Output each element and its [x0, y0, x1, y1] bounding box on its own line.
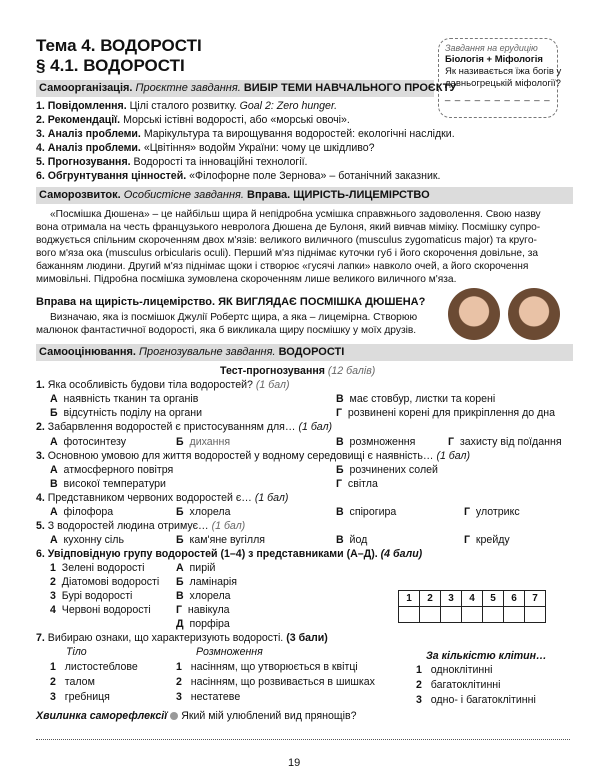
list-item: 1. Повідомлення. Цілі сталого розвитку. Goal 2: Zero hunger. [36, 100, 338, 112]
self-dev-task: Вправа. ЩИРІСТЬ-ЛИЦЕМІРСТВО [247, 189, 430, 201]
q2-option-v: В розмноження [336, 436, 416, 448]
q7-col-reproduction: 1 насінням, що утворюється в квітці 2 насінням, що розвивається в шишках 3 нестатеве [176, 661, 375, 703]
q3-option-v: В високої температури [50, 478, 166, 490]
self-dev-label: Саморозвиток. [39, 189, 121, 201]
q3-option-b: Б розчинених солей [336, 464, 438, 476]
question-7: 7. Вибираю ознаки, що характеризують водорості. (3 бали) [36, 632, 328, 644]
q4-option-a: А філофора [50, 506, 114, 518]
question-3: 3. Основною умовою для життя водоростей у водному середовищі є наявність… (1 бал) [36, 450, 471, 462]
q1-option-g: Г розвинені корені для прикріплення до дна [336, 407, 556, 419]
test-title: Тест-прогнозування (12 балів) [220, 365, 376, 377]
q6-groups: 1 Зелені водорості 2 Діатомові водорості 3 Бурі водорості 4 Червоні водорості [50, 562, 160, 616]
page-number: 19 [288, 757, 301, 769]
list-item: 6. Обгрунтування цінностей. «Філофорне поле Зернова» – ботанічний заказник. [36, 170, 441, 182]
q1-option-v: В має стовбур, листки та корені [336, 393, 496, 405]
q2-option-a: А фотосинтезу [50, 436, 127, 448]
self-org-type: Проєктне завдання. [135, 82, 241, 94]
q7-header-body: Тіло [66, 646, 87, 658]
smile-photo-1 [448, 288, 500, 340]
answer-line[interactable] [36, 738, 570, 740]
answer-grid[interactable]: 1 2 3 4 5 6 7 [398, 590, 546, 623]
q4-option-v: В спірогира [336, 506, 397, 518]
exercise-text-2: малюнок фантастичної водорості, яка б викликала щиру посмішку у моїх друзів. [36, 325, 417, 336]
list-item: 5. Прогнозування. Водорості та інноваційні технології. [36, 156, 308, 168]
erudition-note [438, 38, 562, 118]
q2-option-g: Г захисту від поїдання [448, 436, 562, 448]
q7-col-cells: 1 одноклітинні 2 багатоклітинні 3 одно- і багатоклітинні [416, 664, 536, 706]
note-answer: _ _ _ _ _ _ _ _ _ _ _ [445, 91, 551, 102]
question-2: 2. Забарвлення водоростей є пристосуванням для… (1 бал) [36, 421, 333, 433]
self-dev-bar [36, 187, 573, 204]
self-org-label: Самоорганізація. [39, 82, 133, 94]
q1-option-a: А наявність тканин та органів [50, 393, 199, 405]
question-1: 1. Яка особливість будови тіла водоростей? (1 бал) [36, 379, 290, 391]
note-line4: давньогрецькій міфології? [445, 78, 561, 89]
list-item: 3. Аналіз проблеми. Марікультура та вирощування водоростей: екологічні наслідки. [36, 128, 455, 140]
q4-option-b: Б хлорела [176, 506, 231, 518]
self-eval-task: ВОДОРОСТІ [278, 346, 345, 358]
q3-option-a: А атмосферного повітря [50, 464, 174, 476]
q7-header-reproduction: Розмноження [196, 646, 263, 658]
question-6: 6. Увідповідную групу водоростей (1–4) з представниками (А–Д). (4 бали) [36, 548, 423, 560]
exercise-text-1: Визначаю, яка із посмішок Джулії Робертс щира, а яка – лицемірна. Створюю [50, 312, 418, 323]
note-line3: Як називається їжа богів у [445, 66, 562, 77]
q6-representatives: А пирій Б ламінарія В хлорела Г навікула Д порфіра [176, 562, 237, 630]
reflection: Хвилинка саморефлексії Який мій улюблений вид прянощів? [36, 710, 357, 722]
q5-option-g: Г крейду [464, 534, 510, 546]
self-eval-label: Самооцінювання. [39, 346, 136, 358]
question-5: 5. З водоростей людина отримує… (1 бал) [36, 520, 246, 532]
q5-option-v: В йод [336, 534, 368, 546]
self-dev-type: Особистісне завдання. [123, 189, 244, 201]
theme-title: Тема 4. ВОДОРОСТІ [36, 36, 202, 55]
self-org-task: ВИБІР ТЕМИ НАВЧАЛЬНОГО ПРОЄКТУ [243, 82, 457, 94]
section-title: § 4.1. ВОДОРОСТІ [36, 56, 185, 75]
q7-col-body: 1 листостеблове 2 талом 3 гребниця [50, 661, 138, 703]
exercise-title: Вправа на щирість-лицемірство. ЯК ВИГЛЯДАЄ ПОСМІШКА ДЮШЕНА? [36, 296, 426, 308]
self-eval-bar [36, 344, 573, 361]
self-org-bar [36, 80, 457, 97]
q1-option-b: Б відсутність поділу на органи [50, 407, 203, 419]
q4-option-g: Г улотрикс [464, 506, 520, 518]
smile-photo-2 [508, 288, 560, 340]
self-eval-type: Прогнозувальне завдання. [139, 346, 276, 358]
duchenne-paragraph: «Посмішка Дюшена» – це найбільш щира й непідробна усмішка справжнього задоволення. Свою назву вона отримала на честь французького невролога Дюшена де Булоня, який вивчав міміку. Посмішку супро- воджується спільним скороченням двох м'язів: великого виличного (musculus zygomaticus major) та кругo- вого м'яза ока (musculus orbicularis oculi). Перший м'яз піднімає куточки губ і його скорочення довільне, за бажанням людини. Другий м'яз піднімає щоки і створює «гусячі лапки» навколо очей, а його скорочення мимовільні. Підробна посмішка зумовлена скороченням лише великого виличного м'яза. [36, 209, 541, 285]
q3-option-g: Г світла [336, 478, 378, 490]
note-line2: Біологія + Міфологія [445, 54, 543, 65]
list-item: 4. Аналіз проблеми. «Цвітіння» водойм України: чому це шкідливо? [36, 142, 375, 154]
q7-header-cells: За кількістю клітин… [426, 650, 547, 662]
q2-option-b: Б дихання [176, 436, 231, 448]
self-org-list [36, 100, 455, 184]
list-item: 2. Рекомендації. Морські істівні водорості, або «морські овочі». [36, 114, 350, 126]
q5-option-a: А кухонну сіль [50, 534, 124, 546]
question-4: 4. Представником червоних водоростей є… (1 бал) [36, 492, 289, 504]
q5-option-b: Б кам'яне вугілля [176, 534, 266, 546]
note-line1: Завдання на ерудицію [445, 43, 538, 53]
reflection-bullet-icon [170, 712, 178, 720]
